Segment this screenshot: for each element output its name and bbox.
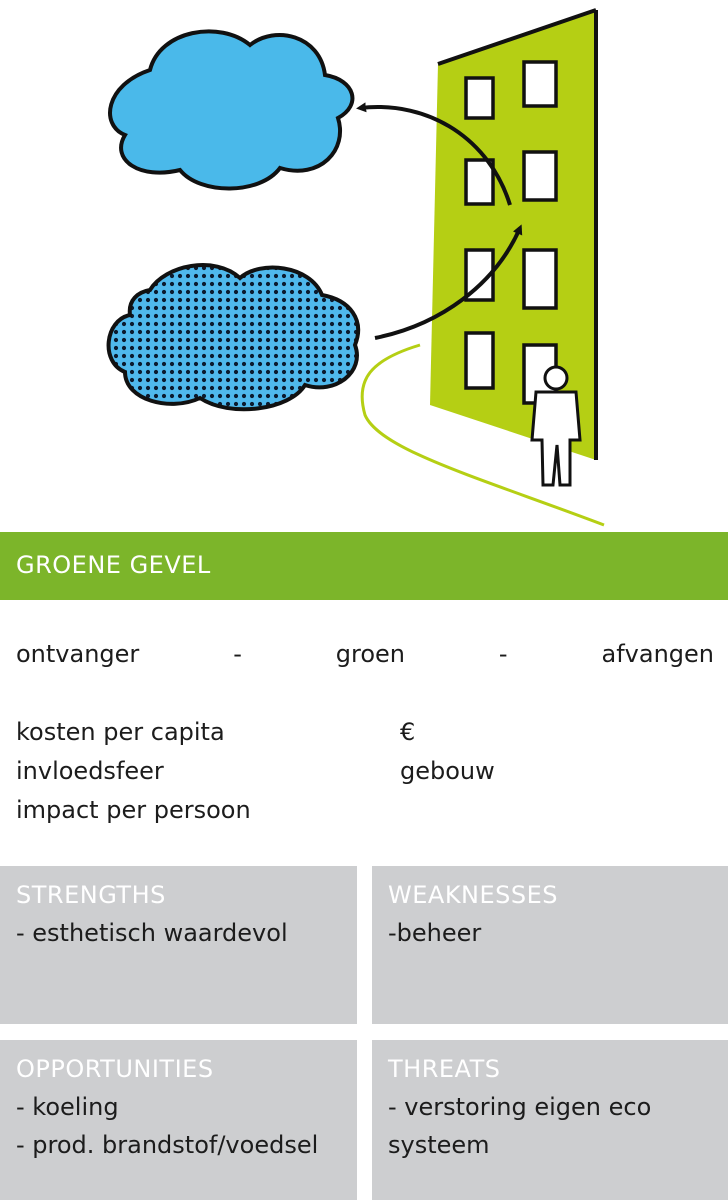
property-value-cost: € (400, 718, 416, 746)
property-label-impact: impact per persoon (16, 796, 251, 824)
swot-strengths-item: - esthetisch waardevol (16, 919, 288, 947)
property-label-scope: invloedsfeer (16, 757, 164, 785)
swot-weaknesses-heading: WEAKNESSES (388, 881, 559, 909)
swot-weaknesses-item: -beheer (388, 919, 482, 947)
swot-threats-heading: THREATS (388, 1055, 501, 1083)
swot-strengths-heading: STRENGTHS (16, 881, 166, 909)
page-title: GROENE GEVEL (16, 551, 211, 579)
category-separator-1: - (233, 640, 242, 668)
swot-opportunities-item: - prod. brandstof/voedsel (16, 1131, 319, 1159)
category-1: ontvanger (16, 640, 140, 668)
swot-strengths-panel (0, 866, 357, 1024)
property-label-cost: kosten per capita (16, 718, 225, 746)
cloud-clean-icon (110, 31, 352, 188)
swot-opportunities-item: - koeling (16, 1093, 119, 1121)
swot-opportunities-panel (0, 1040, 357, 1200)
property-value-scope: gebouw (400, 757, 495, 785)
swot-threats-item: systeem (388, 1131, 490, 1159)
swot-opportunities-heading: OPPORTUNITIES (16, 1055, 214, 1083)
cloud-polluted-icon (109, 265, 359, 409)
category-2: groen (335, 640, 406, 668)
category-row (16, 640, 714, 668)
green-facade-illustration (0, 0, 728, 532)
category-separator-2: - (498, 640, 508, 668)
category-3: afvangen (601, 640, 714, 668)
swot-threats-item: - verstoring eigen eco (388, 1093, 652, 1121)
title-bar (0, 532, 728, 600)
swot-weaknesses-panel (372, 866, 728, 1024)
swot-threats-panel (372, 1040, 728, 1200)
